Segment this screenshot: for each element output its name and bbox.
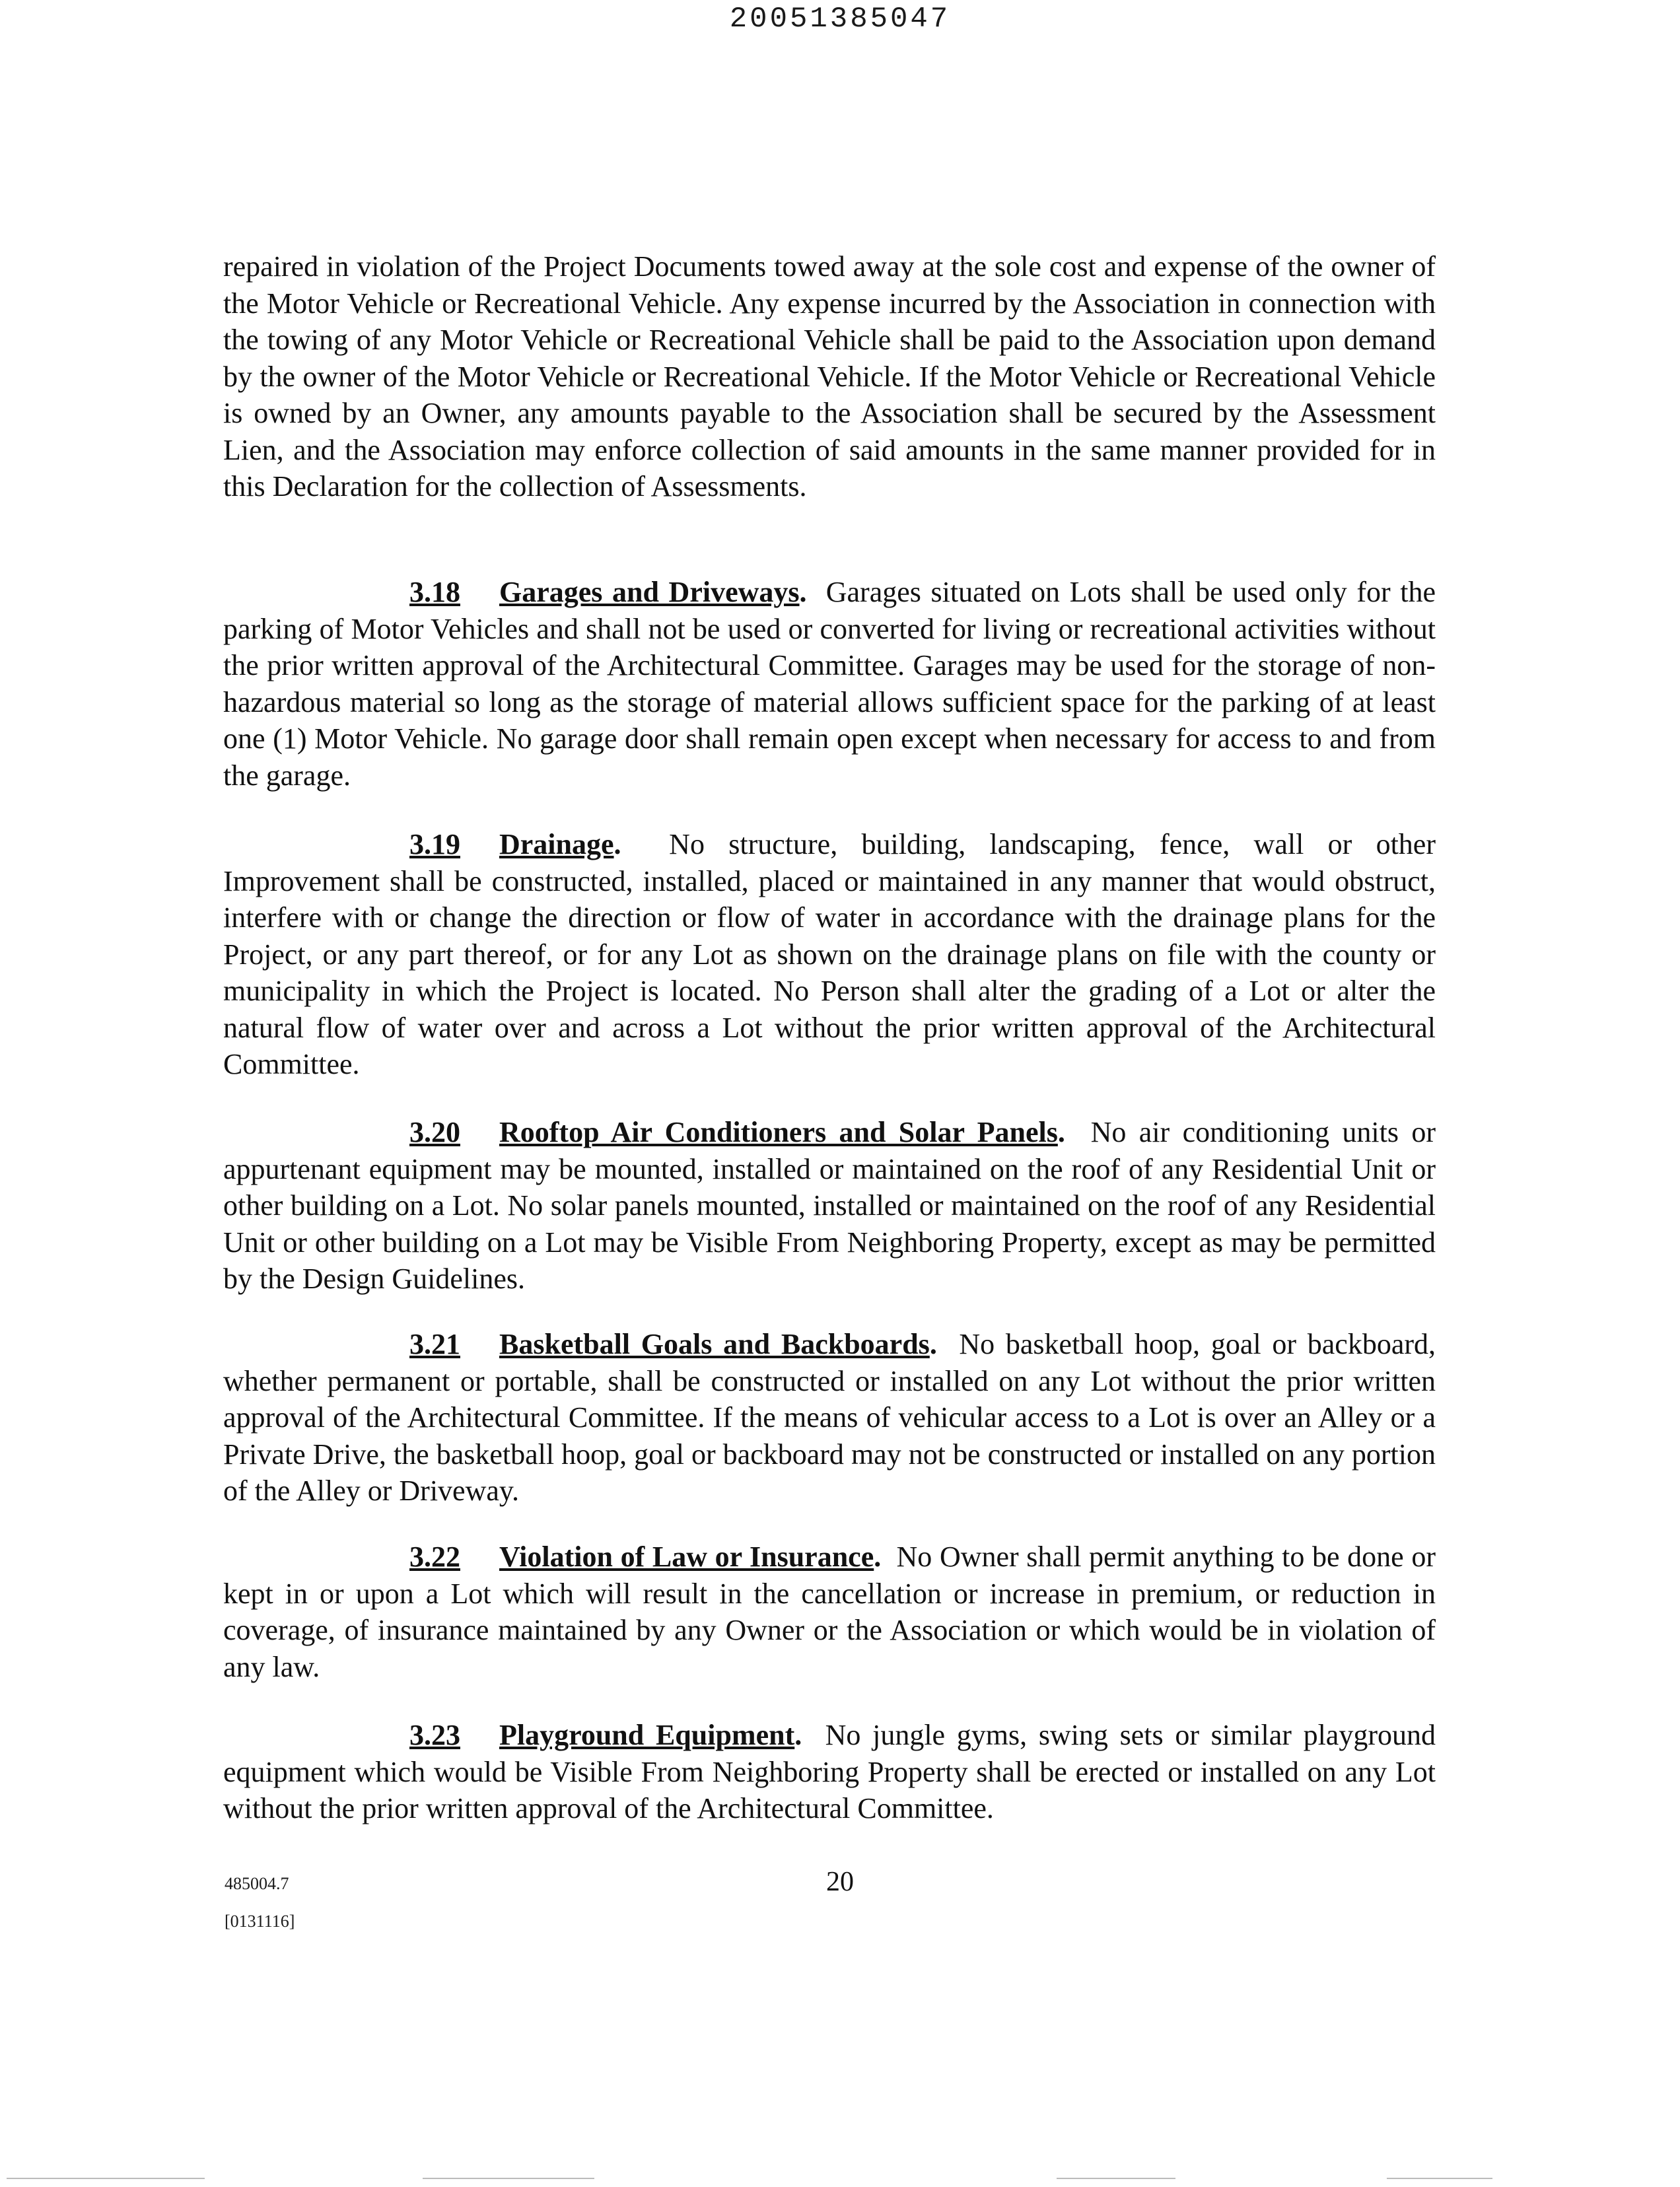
scan-artifact [1387,2178,1492,2179]
section-title: Garages and Driveways [499,576,800,608]
section-number: 3.20 [409,1116,460,1148]
footer-client-code: [0131116] [225,1912,295,1931]
scan-artifact [423,2178,594,2179]
section-body: Garages situated on Lots shall be used only for the parking of Motor Vehicles and shall not be used or converted for living or recreational activities without the prior written approval of the Architectural Committee. Garages may be used for the storage of non-hazardous material so long as the storage of material allows sufficient space for the parking of at least one (1) Motor Vehicle. No garage door shall remain open except when necessary for access to and from the garage. [223,576,1436,792]
section-number: 3.18 [409,576,460,608]
section-body: No jungle gyms, swing sets or similar playground equipment which would be Visible From Neighboring Property shall be erected or installed on any Lot without the prior written approval of the Architectural Committee. [223,1719,1436,1824]
section-3-20: 3.20 Rooftop Air Conditioners and Solar Panels. No air conditioning units or appurtenant equipment may be mounted, installed or maintained on the roof of any Residential Unit or other building on a Lot. No solar panels mounted, installed or maintained on the roof of any Residential Unit or other building on a Lot may be Visible From Neighboring Property, except as may be permitted by the Design Guidelines. [223,1114,1436,1298]
section-3-19: 3.19 Drainage. No structure, building, landscaping, fence, wall or other Improvement shall be constructed, installed, placed or maintained in any manner that would obstruct, interfere with or change the direction or flow of water in accordance with the drainage plans for the Project, or any part thereof, or for any Lot as shown on the drainage plans on file with the county or municipality in which the Project is located. No Person shall alter the grading of a Lot or alter the natural flow of water over and across a Lot without the prior written approval of the Architectural Committee. [223,826,1436,1083]
section-body: No basketball hoop, goal or backboard, whether permanent or portable, shall be constructed or installed on any Lot without the prior written approval of the Architectural Committee. If the means of vehicular access to a Lot is over an Alley or a Private Drive, the basketball hoop, goal or backboard may not be constructed or installed on any portion of the Alley or Driveway. [223,1328,1436,1507]
section-body: No Owner shall permit anything to be done or kept in or upon a Lot which will result in the cancellation or increase in premium, or reduction in coverage, of insurance maintained by any Owner or the Association or which would be in violation of any law. [223,1541,1436,1683]
section-body: No air conditioning units or appurtenant equipment may be mounted, installed or maintained on the roof of any Residential Unit or other building on a Lot. No solar panels mounted, installed or maintained on the roof of any Residential Unit or other building on a Lot may be Visible From Neighboring Property, except as may be permitted by the Design Guidelines. [223,1116,1436,1295]
section-number: 3.22 [409,1541,460,1573]
section-body: No structure, building, landscaping, fence, wall or other Improvement shall be constructed, installed, placed or maintained in any manner that would obstruct, interfere with or change the direction or flow of water in accordance with the drainage plans for the Project, or any part thereof, or for any Lot as shown on the drainage plans on file with the county or municipality in which the Project is located. No Person shall alter the grading of a Lot or alter the natural flow of water over and across a Lot without the prior written approval of the Architectural Committee. [223,828,1436,1080]
section-3-23: 3.23 Playground Equipment. No jungle gyms, swing sets or similar playground equipment which would be Visible From Neighboring Property shall be erected or installed on any Lot without the prior written approval of the Architectural Committee. [223,1717,1436,1827]
footer-doc-id: 485004.7 [225,1874,289,1893]
section-title: Playground Equipment [499,1719,795,1751]
section-title: Rooftop Air Conditioners and Solar Panels [499,1116,1058,1148]
scan-artifact [1057,2178,1175,2179]
section-title: Violation of Law or Insurance [499,1541,874,1573]
section-title: Drainage [499,828,614,860]
section-3-18: 3.18 Garages and Driveways. Garages situated on Lots shall be used only for the parking of Motor Vehicles and shall not be used or converted for living or recreational activities without the prior written approval of the Architectural Committee. Garages may be used for the storage of non-hazardous material so long as the storage of material allows sufficient space for the parking of at least one (1) Motor Vehicle. No garage door shall remain open except when necessary for access to and from the garage. [223,574,1436,794]
section-3-21: 3.21 Basketball Goals and Backboards. No basketball hoop, goal or backboard, whether permanent or portable, shall be constructed or installed on any Lot without the prior written approval of the Architectural Committee. If the means of vehicular access to a Lot is over an Alley or a Private Drive, the basketball hoop, goal or backboard may not be constructed or installed on any portion of the Alley or Driveway. [223,1326,1436,1510]
section-number: 3.23 [409,1719,460,1751]
section-number: 3.19 [409,828,460,860]
recording-number: 20051385047 [729,3,951,36]
section-3-22: 3.22 Violation of Law or Insurance. No Owner shall permit anything to be done or kept in or upon a Lot which will result in the cancellation or increase in premium, or reduction in coverage, of insurance maintained by any Owner or the Association or which would be in violation of any law. [223,1539,1436,1685]
intro-paragraph: repaired in violation of the Project Documents towed away at the sole cost and expense of the owner of the Motor Vehicle or Recreational Vehicle. Any expense incurred by the Association in connection with the towing of any Motor Vehicle or Recreational Vehicle shall be paid to the Association upon demand by the owner of the Motor Vehicle or Recreational Vehicle. If the Motor Vehicle or Recreational Vehicle is owned by an Owner, any amounts payable to the Association shall be secured by the Assessment Lien, and the Association may enforce collection of said amounts in the same manner provided for in this Declaration for the collection of Assessments. [223,250,1436,503]
page-number: 20 [826,1867,854,1897]
section-number: 3.21 [409,1328,460,1360]
section-title: Basketball Goals and Backboards [499,1328,930,1360]
scan-artifact [7,2178,205,2179]
